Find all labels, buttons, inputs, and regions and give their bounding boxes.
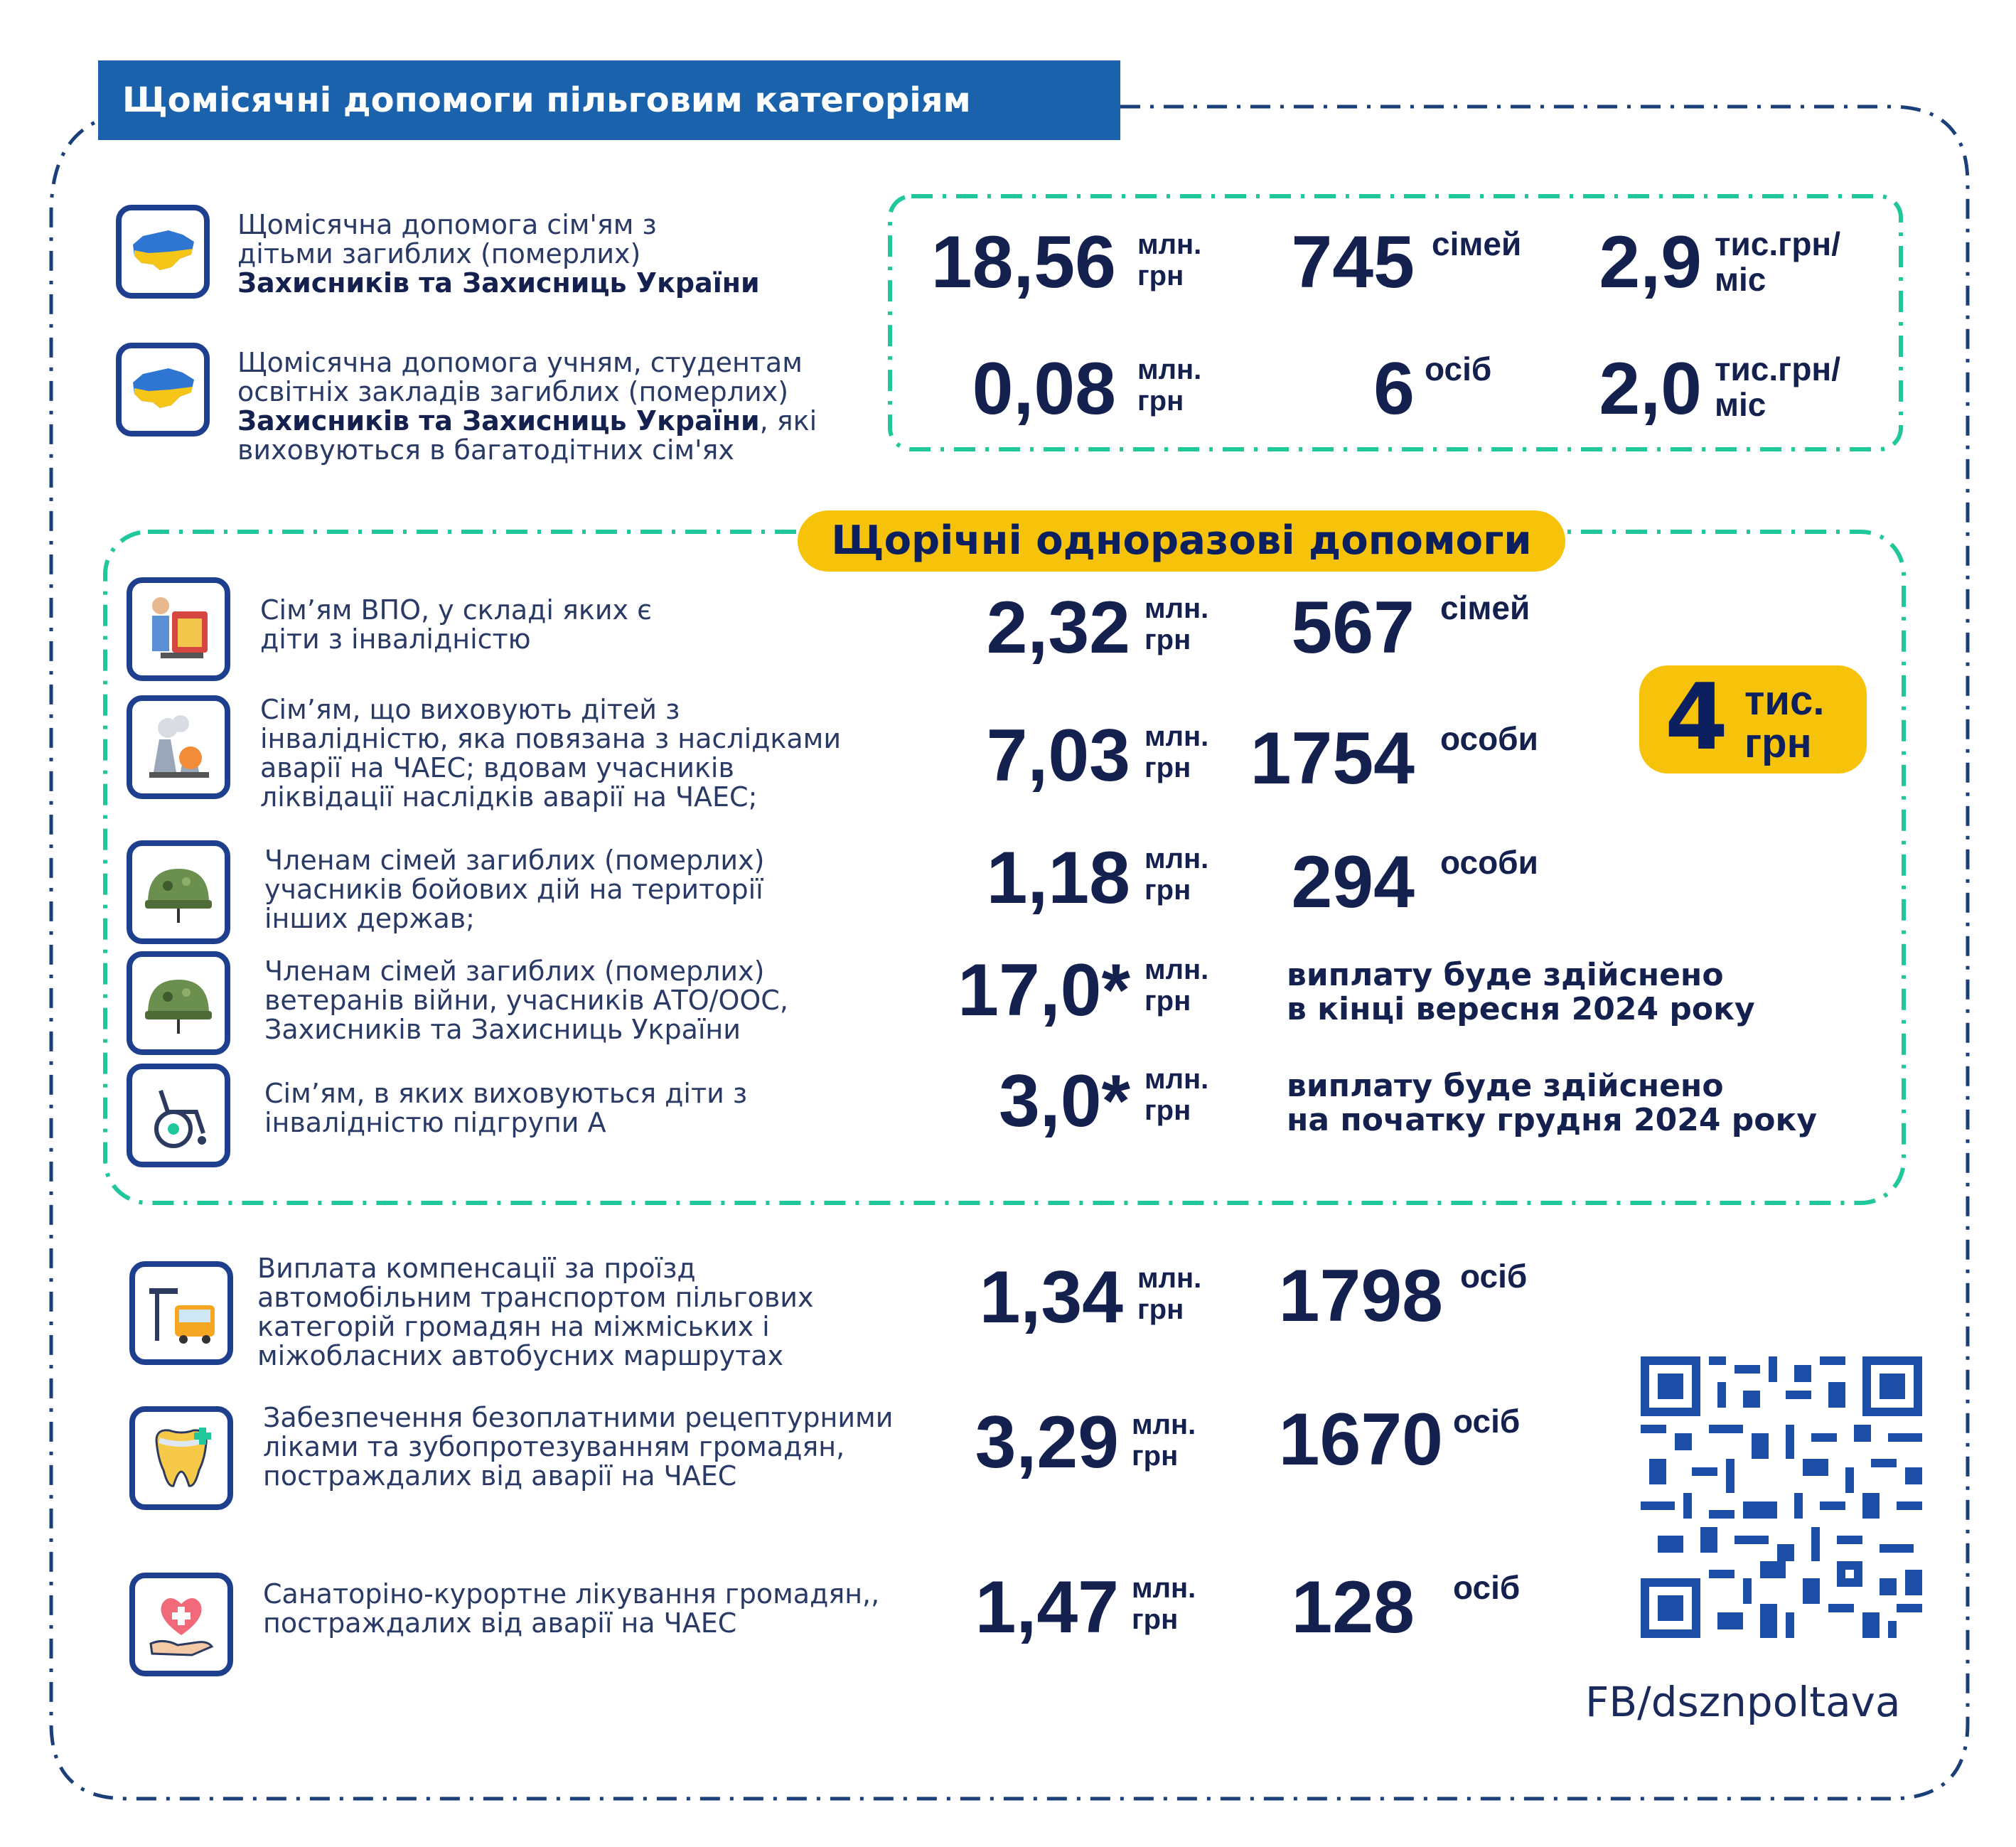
- annual-2-count: 1754: [1250, 717, 1415, 800]
- other-1-count: 1798: [1278, 1255, 1443, 1337]
- annual-4-description: Членам сімей загиблих (померлих) ветеранів війни, учасників АТО/ООС, Захисників та Захисниць України: [264, 955, 788, 1045]
- qr-code-icon[interactable]: [1641, 1356, 1922, 1638]
- annual-3-count-unit: особи: [1440, 844, 1538, 881]
- section-title: Щомісячні допомоги пільговим категоріям: [98, 60, 1120, 140]
- annual-5-description: Сім’ям, в яких виховуються діти з інвалідністю підгрупи А: [264, 1078, 748, 1138]
- annual-4-amount: 17,0*: [958, 949, 1130, 1032]
- military-helmet-icon: [127, 840, 230, 944]
- annual-3-count: 294: [1291, 841, 1415, 924]
- other-1-count-unit: осіб: [1460, 1258, 1528, 1295]
- monthly-1-amount: 18,56: [931, 221, 1116, 304]
- annual-1-count-unit: сімей: [1440, 589, 1530, 626]
- annual-3-amount: 1,18: [986, 837, 1130, 919]
- annual-4-amount-unit: млн. грн: [1144, 954, 1209, 1017]
- wheelchair-icon: [127, 1064, 230, 1167]
- monthly-1-count-unit: сімей: [1432, 225, 1522, 262]
- annual-5-note: виплату буде здійснено на початку грудня 2024 року: [1287, 1068, 1818, 1138]
- monthly-2-rate-unit: тис.грн/ міс: [1715, 350, 1840, 423]
- annual-1-count: 567: [1291, 587, 1415, 669]
- other-3-count: 128: [1291, 1566, 1415, 1649]
- monthly-2-amount: 0,08: [972, 348, 1116, 430]
- monthly-2-description: Щомісячна допомога учням, студентам освітніх закладів загиблих (померлих) Захисників та Захисниць України, які виховуються в багатодітних сім'ях: [237, 347, 817, 466]
- monthly-2-amount-unit: млн. грн: [1137, 354, 1202, 417]
- military-helmet-icon: [127, 951, 230, 1055]
- monthly-2-rate: 2,0: [1599, 348, 1702, 430]
- other-2-count: 1670: [1278, 1398, 1443, 1481]
- annual-1-description: Сім’ям ВПО, у складі яких є діти з інвалідністю: [260, 594, 652, 655]
- monthly-1-rate: 2,9: [1599, 221, 1702, 304]
- annual-4-note: виплату буде здійснено в кінці вересня 2024 року: [1287, 957, 1755, 1027]
- ukraine-map-icon: [116, 343, 210, 437]
- annual-5-amount: 3,0*: [998, 1060, 1130, 1142]
- other-3-description: Санаторіно-курортне лікування громадян,, постраждалих від аварії на ЧАЕС: [263, 1578, 880, 1639]
- badge-unit: тис. грн: [1744, 678, 1825, 766]
- other-1-amount: 1,34: [979, 1256, 1123, 1339]
- monthly-1-rate-unit: тис.грн/ міс: [1715, 225, 1840, 298]
- annual-amount-badge: [1639, 665, 1867, 773]
- annual-2-amount-unit: млн. грн: [1144, 721, 1209, 783]
- badge-amount: 4: [1665, 665, 1729, 771]
- other-2-amount: 3,29: [975, 1401, 1119, 1484]
- annual-2-description: Сім’ям, що виховують дітей з інвалідністю, яка повязана з наслідками аварії на ЧАЕС; вдовам учасників ліквідації наслідків аварії на ЧАЕС;: [260, 694, 842, 813]
- monthly-1-description: Щомісячна допомога сім'ям з дітьми загиблих (померлих) Захисників та Захисниць України: [237, 209, 760, 299]
- family-luggage-icon: [127, 577, 230, 681]
- other-3-count-unit: осіб: [1453, 1569, 1521, 1606]
- health-care-hand-icon: [129, 1573, 233, 1676]
- other-1-amount-unit: млн. грн: [1137, 1263, 1202, 1325]
- annual-5-amount-unit: млн. грн: [1144, 1064, 1209, 1126]
- other-3-amount-unit: млн. грн: [1132, 1573, 1196, 1635]
- annual-3-description: Членам сімей загиблих (померлих) учасників бойових дій на території інших держав;: [264, 845, 765, 934]
- bus-stop-icon: [129, 1261, 233, 1365]
- annual-1-amount: 2,32: [986, 587, 1130, 669]
- other-2-amount-unit: млн. грн: [1132, 1409, 1196, 1472]
- annual-section-title: Щорічні одноразові допомоги: [798, 510, 1565, 572]
- other-2-description: Забезпечення безоплатними рецептурними ліками та зубопротезуванням громадян, постраждалих від аварії на ЧАЕС: [263, 1402, 894, 1492]
- annual-2-amount: 7,03: [986, 714, 1130, 797]
- monthly-1-amount-unit: млн. грн: [1137, 229, 1202, 291]
- tooth-icon: [129, 1406, 233, 1510]
- ukraine-map-icon: [116, 205, 210, 299]
- annual-3-amount-unit: млн. грн: [1144, 843, 1209, 906]
- other-1-description: Виплата компенсації за проїзд автомобільним транспортом пільгових категорій громадян на міжміських і міжобласних автобусних маршрутах: [257, 1253, 814, 1371]
- monthly-1-count: 745: [1291, 221, 1415, 304]
- other-3-amount: 1,47: [975, 1566, 1119, 1649]
- monthly-2-count-unit: осіб: [1425, 350, 1492, 387]
- annual-1-amount-unit: млн. грн: [1144, 593, 1209, 655]
- nuclear-plant-icon: [127, 695, 230, 799]
- facebook-link[interactable]: FB/dsznpoltava: [1585, 1678, 1901, 1726]
- other-2-count-unit: осіб: [1453, 1403, 1521, 1440]
- monthly-2-count: 6: [1373, 348, 1415, 430]
- annual-2-count-unit: особи: [1440, 720, 1538, 757]
